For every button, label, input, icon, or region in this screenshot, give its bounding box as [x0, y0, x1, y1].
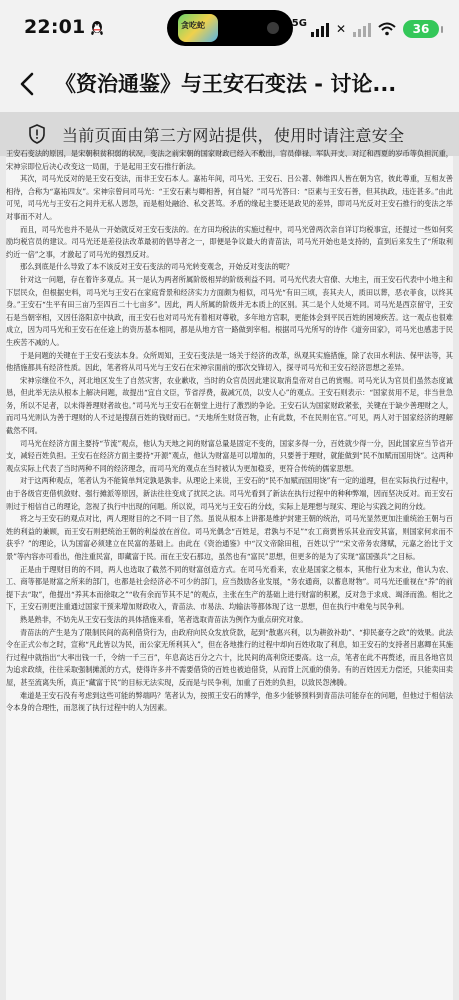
article-paragraph: 其次，司马光反对的是王安石变法，而非王安石本人。嘉祐年间，司马光、王安石、吕公著、韩维四人皆在朝为官，彼此尊重，互相友善相待，合称为“嘉祐四友”。宋神宗曾问司马光：“王安石素与卿相善，何自疑？”司马光答曰：“臣素与王安石善，但其执政，违迕甚多。”由此可见，司马光与王安石之间并无私人恩怨，而是相处融洽、私交甚笃。矛盾的缘起主要还是政见的差异，即司马光反对王安石推行的变法之举对事而不对人。	[6, 174, 453, 221]
status-bar	[0, 0, 459, 56]
article-paragraph: 熟是熟非，不妨先从王安石变法的具体措施来看，笔者选取青苗法为例作为重点研究对象。	[20, 614, 308, 624]
back-arrow-icon[interactable]	[14, 70, 42, 98]
battery-tip	[441, 26, 443, 33]
article-paragraph: 青苗法的产生是为了限制民间的高利借贷行为，由政府向民众发放贷款，起到“散惠兴利，以为耕敛补助”、“抑民豪夺之政”的效果。此法令在正式公布之时，宣称“凡此皆以为民，而公家无所利其入”，但在各地推行的过程中却向百姓收取了利息，如王安石的支持者吕惠卿在其施行过程中就指出“大率出钱一千，令纳一千三百”，年息高达百分之六十，比民间的高利贷还要高。这一点，笔者在此不再赘述，而且各地官员为追求政绩，往往采取强制摊派的方式，使得许多并不需要借贷的百姓也被迫借贷，从而背上沉重的债务。有的百姓因无力偿还，只能卖田卖屋，甚至流离失所，真正“藏富于民”的目标无法实现，反而是与民争利，加重了百姓的负担，以致民怨沸腾。	[6, 627, 453, 687]
page-title: 《资治通鉴》与王安石变法 - 讨论...	[55, 72, 397, 96]
notice-text: 当前页面由第三方网站提供，使用时请注意安全	[62, 125, 405, 145]
article-paragraph: 王安石变法的原因，是宋朝积贫积弱的状况，变法之前宋朝的国家财政已经入不敷出，官员俸禄、军队开支、对辽和西夏的岁币等负担沉重，宋神宗即位后决心改变这一局面，于是起用王安石推行新法。	[6, 149, 453, 171]
shield-warning-icon	[28, 124, 46, 144]
qq-icon	[89, 20, 105, 36]
app-thumbnail	[178, 14, 218, 42]
article-paragraph: 将之与王安石的观点对比，两人理财目的之不同一目了然。虽说从根本上讲都是维护封建王朝的统治，司马光显然更加注重统治王朝与百姓的利益的兼顾，而王安石则把统治王朝的利益放在首位。司马光偶念“百姓足，君孰与不足”“农工商贾皆乐其业而安其富，则国家何求而不获乎？”的理论，认为国富必须建立在民富的基础上。由此在《资治通鉴》中“汉文帝除田租，百姓以宁”“宋文帝务农薄赋，元嘉之治比于文景”等内容亦可看出，他注重民富，即藏富于民。而在王安石那边，虽然也有“富民”思想，但更多的是为了实现“富国强兵”之目标。	[6, 514, 453, 561]
dynamic-island[interactable]	[167, 10, 293, 46]
signal-secondary-icon	[353, 22, 371, 37]
article-paragraph: 针对这一问题，存在着许多观点。其一是认为两者所属阶级相异的阶级利益不同。司马光代表大官僚、大地主，而王安石代表中小地主和下层民众，但根据史料，司马光与王安石在家庭背景和经济实力方面颇为相似，司马光“有田三顷，丧其夫人，质田以葬，恶衣菲食，以终其身。”王安石“生平有田三亩乃至四百二十七亩多”。因此，两人所属的阶级并无本质上的区别。其二是个人处境不同。司马光是西京留守，王安石是当朝宰相，又因任洛阳京中执政，而王安石也对司马光有着相对尊敬，多年地方官职，更能体会到平民百姓的困境疾苦。这一观点也很难成立，因为司马光和王安石在任途上的资历基本相同，都是从地方官一路做到宰相。根据司马光所写的诗作《道旁田家》，司马光也感悲于民生疾苦不减的人。	[6, 274, 453, 347]
camera-dot-icon	[267, 22, 279, 34]
article-paragraph: 难道是王安石没有考虑到这些可能的弊端吗？笔者认为，按照王安石的博学，他多少能够预料到青苗法可能存在的问题，但他过于相信法令本身的合理性，而忽视了执行过程中的人为因素。	[6, 690, 453, 713]
signal-icon	[311, 22, 329, 37]
article-paragraph: 司马光在经济方面主要持“节流”观点，他认为天地之间的财富总量是固定不变的，国家多得一分，百姓就少得一分，因此国家应当节省开支，减轻百姓负担。王安石在经济方面主要持“开源”观点，他认为财富是可以增加的，只要善于理财，就能做到“民不加赋而国用饶”。这两种观点实际上代表了当时两种不同的经济理念，而司马光的观点在当时被认为更加稳妥，更符合传统的儒家思想。	[6, 438, 453, 473]
article-body	[6, 148, 453, 715]
nav-bar	[0, 56, 459, 112]
article-paragraph: 而且，司马光也并不是从一开始就反对王安石变法的。在方田均税法的实施过程中，司马光曾两次亲自详订均税事宜，还提过一些如何奖励均税官员的建议。司马光还是差役法改革最初的倡导者之一，即便是争议最大的青苗法，司马光开始也是支持的，直到后来发生了“所取利约近一倍”之事，才激起了司马光的强烈反对。	[6, 224, 453, 259]
system-icons	[292, 18, 443, 40]
network-type-label: 5G	[291, 18, 307, 29]
no-signal-x-icon: ✕	[335, 22, 346, 36]
article-paragraph: 那么到底是什么导致了本不该反对王安石变法的司马光转变观念，开始反对变法的呢？	[20, 262, 294, 272]
article-paragraph: 正是由于理财目的的不同，两人也选取了截然不同的财富创造方式。在司马光看来，农业是国家之根本，其他行业为末业，他认为农、工、商等都是财富之所来的部门，也都是社会经济必不可少的部门，应当鼓励各业发展，“务农通商，以蓄息财物”。司马光还重视在“养”的前提下去“取”，他提出“养其本而徐取之”“收有余而节其不足”的观点，主张在生产的基础上进行财富的积累，反对急于求成、竭泽而渔。相比之下，王安石则更注重通过国家干预来增加财政收入，青苗法、市易法、均输法等都体现了这一思想，但在执行中难免与民争利。	[6, 564, 453, 612]
app-thumbnail-label: 贪吃蛇	[181, 21, 205, 30]
status-time: 22:01	[24, 16, 86, 38]
wifi-icon	[378, 22, 396, 36]
article-content[interactable]	[6, 149, 453, 1000]
article-paragraph: 宋神宗继位不久，河北地区发生了自然灾害，农业歉收，当时的众官员因此建议取消皇帝对自己的赏赐。司马光认为官员们虽然态度诚恳，但此举无法从根本上解决问题，故提出“宜自文臣，节省浮费，裁减冗员，以安人心”的观点。王安石则表示：“国家贫用不足，非当世急务，所以不足者，以未得善理财者故也。”司马光与王安石在朝堂上进行了激烈的争论。王安石认为国家财政紧张，关键在于缺少善理财之人，而司马光则认为善于理财的人不过是搜刮百姓的钱财而已。“天地所生财货百物，止有此数，不在民则在官。”可见，两人对于国家经济的理解截然不同。	[6, 375, 453, 436]
article-paragraph: 于是问题的关键在于王安石变法本身。众所周知，王安石变法是一场关于经济的改革，纵观其实施措施，除了农田水利法、保甲法等，其他措施都具有经济性质。因此，笔者将从司马光与王安石在宋神宗面前的那次交锋切入，探寻司马光和王安石经济思想之差异。	[6, 350, 453, 373]
battery-icon: 36	[403, 20, 439, 38]
article-paragraph: 对于这两种观点，笔者认为不能简单判定孰是孰非。从理论上来说，王安石的“民不加赋而国用饶”有一定的道理，但在实际执行过程中，由于各级官吏借机敛财、强行摊派等原因，新法往往变成了扰民之法。司马光看到了新法在执行过程中的种种弊端，因而坚决反对。而王安石则过于相信自己的理论，忽视了执行中出现的问题。所以说，司马光与王安石的分歧，实际上是理想与现实、理论与实践之间的分歧。	[6, 476, 453, 511]
